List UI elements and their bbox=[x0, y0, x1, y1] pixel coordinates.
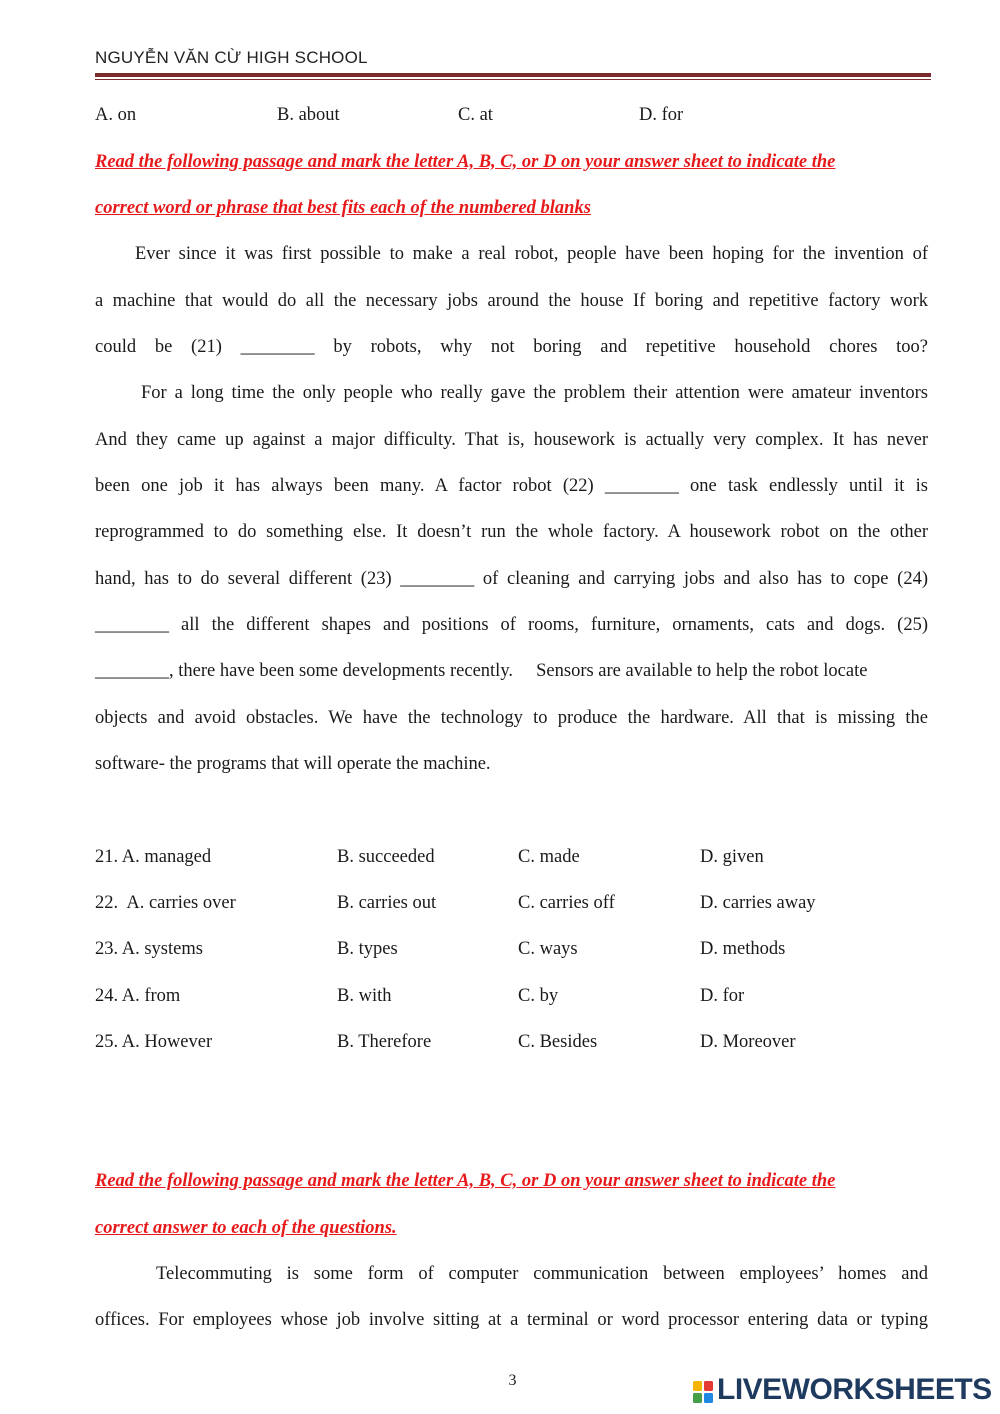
question-22-option-b: B. carries out bbox=[337, 893, 437, 913]
school-name: NGUYỄN VĂN CỪ HIGH SCHOOL bbox=[95, 48, 368, 67]
section1-instruction-line-1: Read the following passage and mark the letter A, B, C, or D on your answer sheet to indicate the bbox=[95, 152, 836, 172]
header-rule-thin bbox=[95, 79, 931, 80]
question-21-option-c: C. made bbox=[518, 847, 580, 867]
question-23-option-a: 23. A. systems bbox=[95, 939, 203, 959]
question-25-option-b: B. Therefore bbox=[337, 1032, 432, 1052]
question-21-option-d: D. given bbox=[700, 847, 764, 867]
prev-option-c: C. at bbox=[458, 105, 493, 125]
passage-line-6: been one job it has always been many. A factor robot (22) ________ one task endlessly until it is bbox=[95, 476, 928, 496]
passage-line-8: hand, has to do several different (23) ________ of cleaning and carrying jobs and also has to cope (24) bbox=[95, 569, 928, 589]
passage2-line-2: offices. For employees whose job involve sitting at a terminal or word processor entering data or typing bbox=[95, 1310, 928, 1330]
question-25-option-c: C. Besides bbox=[518, 1032, 598, 1052]
header-rule-thick bbox=[95, 73, 931, 77]
passage-line-9: ________ all the different shapes and positions of rooms, furniture, ornaments, cats and dogs. (25) bbox=[95, 615, 928, 635]
question-25-option-a: 25. A. However bbox=[95, 1032, 213, 1052]
passage-line-11: objects and avoid obstacles. We have the technology to produce the hardware. All that is missing the bbox=[95, 708, 928, 728]
question-23-option-c: C. ways bbox=[518, 939, 578, 959]
liveworksheets-brand[interactable] bbox=[692, 1373, 992, 1407]
prev-option-b: B. about bbox=[277, 105, 340, 125]
passage-line-7: reprogrammed to do something else. It doesn’t run the whole factory. A housework robot on the other bbox=[95, 522, 928, 542]
prev-option-a: A. on bbox=[95, 105, 137, 125]
question-24-option-a: 24. A. from bbox=[95, 986, 181, 1006]
section1-instruction-line-2: correct word or phrase that best fits each of the numbered blanks bbox=[95, 198, 591, 218]
passage-line-4: For a long time the only people who really gave the problem their attention were amateur inventors bbox=[141, 383, 928, 403]
passage-line-10: ________, there have been some developments recently. Sensors are available to help the robot locate bbox=[95, 661, 868, 681]
question-25-option-d: D. Moreover bbox=[700, 1032, 796, 1052]
passage2-line-1: Telecommuting is some form of computer communication between employees’ homes and bbox=[156, 1264, 928, 1284]
question-22-option-a: 22. A. carries over bbox=[95, 893, 236, 913]
liveworksheets-text: LIVEWORKSHEETS bbox=[717, 1373, 992, 1406]
section2-instruction-line-2: correct answer to each of the questions. bbox=[95, 1218, 397, 1238]
prev-option-d: D. for bbox=[639, 105, 684, 125]
passage-line-5: And they came up against a major difficulty. That is, housework is actually very complex. It has never bbox=[95, 430, 928, 450]
question-21-option-a: 21. A. managed bbox=[95, 847, 212, 867]
passage-line-12: software- the programs that will operate the machine. bbox=[95, 754, 491, 774]
question-24-option-c: C. by bbox=[518, 986, 559, 1006]
question-23-option-d: D. methods bbox=[700, 939, 786, 959]
liveworksheets-logo-icon bbox=[692, 1375, 714, 1405]
passage-line-3: could be (21) ________ by robots, why not boring and repetitive household chores too? bbox=[95, 337, 928, 357]
section2-instruction-line-1: Read the following passage and mark the letter A, B, C, or D on your answer sheet to indicate the bbox=[95, 1171, 836, 1191]
question-23-option-b: B. types bbox=[337, 939, 398, 959]
passage-line-1: Ever since it was first possible to make a real robot, people have been hoping for the invention of bbox=[135, 244, 928, 264]
question-22-option-c: C. carries off bbox=[518, 893, 615, 913]
page-number: 3 bbox=[508, 1372, 517, 1389]
passage-line-2: a machine that would do all the necessary jobs around the house If boring and repetitive factory work bbox=[95, 291, 928, 311]
question-22-option-d: D. carries away bbox=[700, 893, 816, 913]
question-24-option-b: B. with bbox=[337, 986, 392, 1006]
question-21-option-b: B. succeeded bbox=[337, 847, 435, 867]
question-24-option-d: D. for bbox=[700, 986, 745, 1006]
